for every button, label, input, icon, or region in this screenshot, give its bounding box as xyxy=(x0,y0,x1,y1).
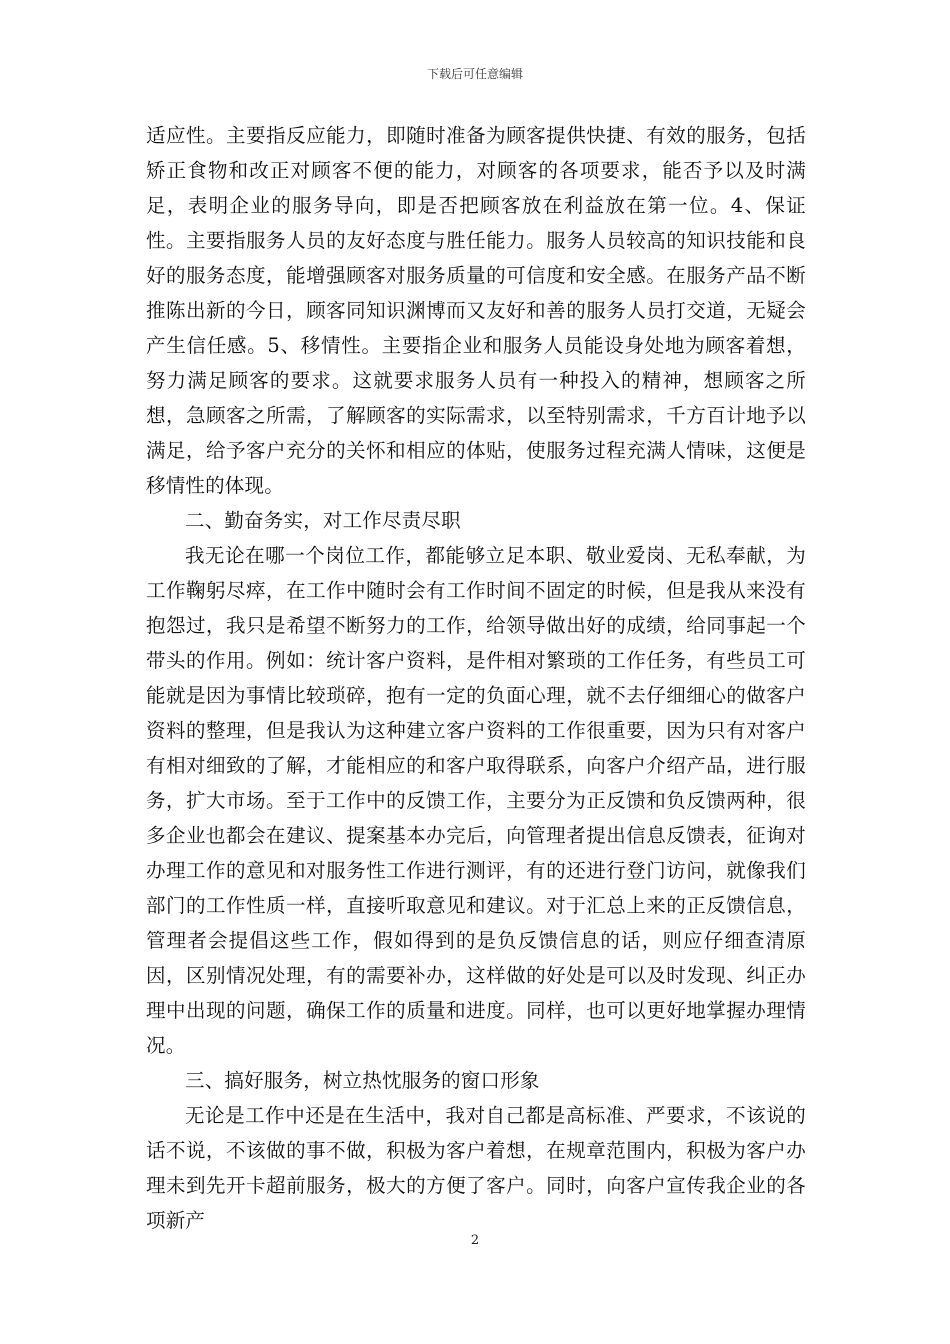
paragraph-section-3: 无论是工作中还是在生活中，我对自己都是高标准、严要求，不该说的话不说，不该做的事不做，积极为客户着想，在规章范围内，积极为客户办理未到先开卡超前服务，极大的方便了客户。同时，向客户宣传我企业的各项新产 xyxy=(146,1104,806,1232)
paragraph-continuation: 适应性。主要指反应能力，即随时准备为顾客提供快捷、有效的服务，包括矫正食物和改正对顾客不便的能力，对顾客的各项要求，能否予以及时满足，表明企业的服务导向，即是否把顾客放在利益放在第一位。4、保证性。主要指服务人员的友好态度与胜任能力。服务人员较高的知识技能和良好的服务态度，能增强顾客对服务质量的可信度和安全感。在服务产品不断推陈出新的今日，顾客同知识渊博而又友好和善的服务人员打交道，无疑会产生信任感。5、移情性。主要指企业和服务人员能设身处地为顾客着想，努力满足顾客的要求。这就要求服务人员有一种投入的精神，想顾客之所想，急顾客之所需，了解顾客的实际需求，以至特别需求，千方百计地予以满足，给予客户充分的关怀和相应的体贴，使服务过程充满人情味，这便是移情性的体现。 xyxy=(146,124,806,497)
paragraph-section-2: 我无论在哪一个岗位工作，都能够立足本职、敬业爱岗、无私奉献，为工作鞠躬尽瘁，在工作中随时会有工作时间不固定的时候，但是我从来没有抱怨过，我只是希望不断努力的工作，给领导做出好的成绩，给同事起一个带头的作用。例如：统计客户资料，是件相对繁琐的工作任务，有些员工可能就是因为事情比较琐碎，抱有一定的负面心理，就不去仔细细心的做客户资料的整理，但是我认为这种建立客户资料的工作很重要，因为只有对客户有相对细致的了解，才能相应的和客户取得联系，向客户介绍产品，进行服务，扩大市场。至于工作中的反馈工作，主要分为正反馈和负反馈两种，很多企业也都会在建议、提案基本办完后，向管理者提出信息反馈表，征询对办理工作的意见和对服务性工作进行测评，有的还进行登门访问，就像我们部门的工作性质一样，直接听取意见和建议。对于汇总上来的正反馈信息，管理者会提倡这些工作，假如得到的是负反馈信息的话，则应仔细查清原因，区别情况处理，有的需要补办，这样做的好处是可以及时发现、纠正办理中出现的问题，确保工作的质量和进度。同样，也可以更好地掌握办理情况。 xyxy=(146,544,806,1057)
section-heading-2: 二、勤奋务实，对工作尽责尽职 xyxy=(185,509,461,532)
page-header: 下载后可任意编辑 xyxy=(426,67,523,81)
section-heading-3: 三、搞好服务，树立热忱服务的窗口形象 xyxy=(185,1069,540,1092)
page-number: 2 xyxy=(470,1233,480,1248)
document-body xyxy=(146,118,806,1238)
